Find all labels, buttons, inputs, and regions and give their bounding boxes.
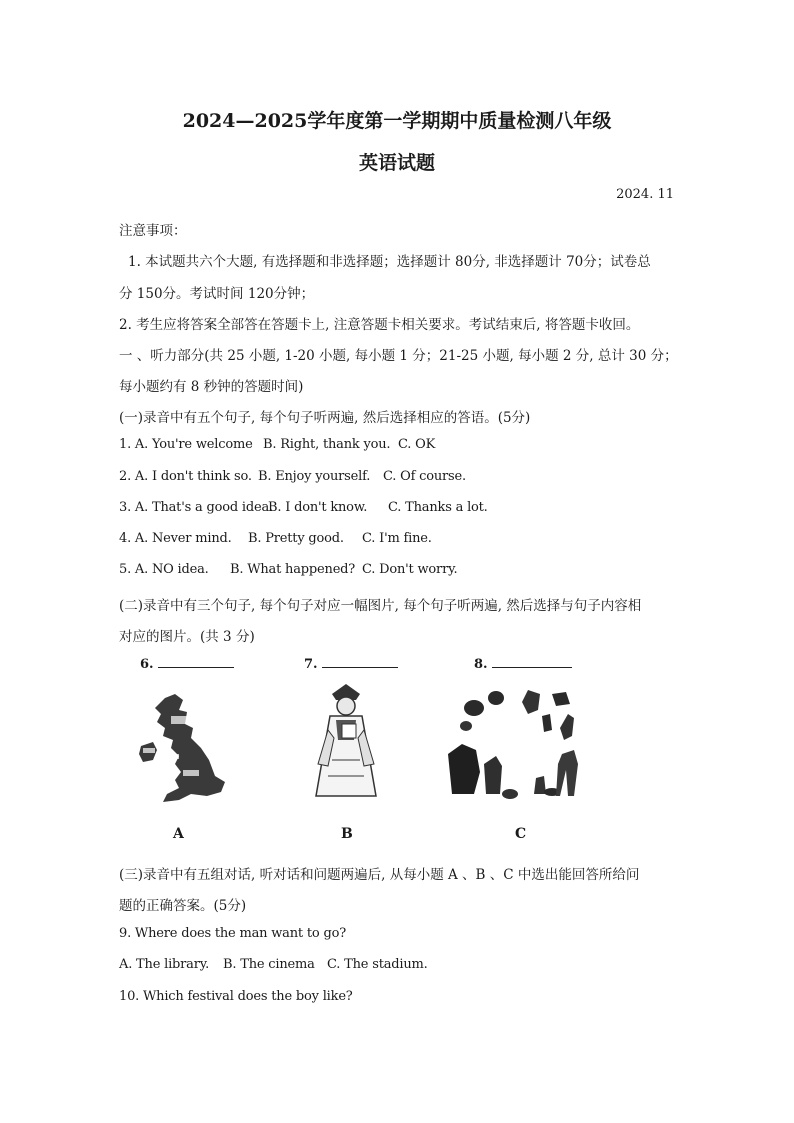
page-subtitle: 英语试题 bbox=[358, 152, 435, 174]
q5-option-a: 5. A. NO idea. bbox=[119, 562, 209, 577]
q1-option-b: B. Right, thank you. bbox=[263, 437, 391, 452]
page-title: 2024—2025学年度第一学期期中质量检测八年级 bbox=[182, 110, 612, 132]
q2-option-a: 2. A. I don't think so. bbox=[119, 469, 252, 484]
notes-line-1: 1. 本试题共六个大题, 有选择题和非选择题；选择题计 80分, 非选择题计 70分；试卷总 bbox=[128, 254, 651, 270]
exam-date: 2024. 11 bbox=[616, 187, 674, 202]
picture-label-b: B bbox=[341, 826, 353, 842]
notes-heading: 注意事项： bbox=[119, 223, 187, 239]
q9-question: 9. Where does the man want to go? bbox=[119, 926, 346, 941]
q2-option-c: C. Of course. bbox=[383, 469, 466, 484]
blank-number-6: 6. bbox=[140, 657, 154, 672]
blank-number-8: 8. bbox=[474, 657, 488, 672]
q9-option-c: C. The stadium. bbox=[327, 957, 428, 972]
uk-map-icon bbox=[135, 690, 235, 808]
opera-performer-icon bbox=[306, 680, 386, 802]
q1-option-c: C. OK bbox=[398, 437, 436, 452]
q2-option-b: B. Enjoy yourself. bbox=[258, 469, 371, 484]
q3-option-b: B. I don't know. bbox=[268, 500, 368, 515]
section1-heading-cont: 每小题约有 8 秒钟的答题时间) bbox=[119, 379, 304, 395]
picture-label-a: A bbox=[173, 826, 184, 842]
part1-intro: (一)录音中有五个句子, 每个句子听两遍, 然后选择相应的答语。(5分) bbox=[119, 410, 531, 426]
q4-option-b: B. Pretty good. bbox=[248, 531, 344, 546]
q3-option-a: 3. A. That's a good idea. bbox=[119, 500, 273, 515]
q4-option-c: C. I'm fine. bbox=[362, 531, 432, 546]
part3-intro: (三)录音中有五组对话, 听对话和问题两遍后, 从每小题 A 、B 、C 中选出能回答所给问 bbox=[119, 867, 640, 883]
section1-heading: 一 、听力部分(共 25 小题, 1-20 小题, 每小题 1 分；21-25 小题, 每小题 2 分, 总计 30 分； bbox=[119, 348, 678, 364]
q9-option-a: A. The library. bbox=[119, 957, 210, 972]
q4-option-a: 4. A. Never mind. bbox=[119, 531, 232, 546]
answer-blank-7 bbox=[304, 657, 398, 672]
answer-blank-6 bbox=[140, 657, 234, 672]
q1-option-a: 1. A. You're welcome bbox=[119, 437, 253, 452]
part3-intro-cont: 题的正确答案。(5分) bbox=[119, 898, 247, 914]
blank-number-7: 7. bbox=[304, 657, 318, 672]
answer-blank-8 bbox=[474, 657, 572, 672]
q5-option-c: C. Don't worry. bbox=[362, 562, 458, 577]
q3-option-c: C. Thanks a lot. bbox=[388, 500, 488, 515]
part2-intro-cont: 对应的图片。(共 3 分) bbox=[119, 629, 255, 645]
q10-question: 10. Which festival does the boy like? bbox=[119, 989, 353, 1004]
part2-intro: (二)录音中有三个句子, 每个句子对应一幅图片, 每个句子听两遍, 然后选择与句子内容相 bbox=[119, 598, 642, 614]
picture-label-c: C bbox=[515, 826, 527, 842]
animals-group-icon bbox=[448, 684, 588, 804]
notes-line-2: 2. 考生应将答案全部答在答题卡上, 注意答题卡相关要求。考试结束后, 将答题卡收回。 bbox=[119, 317, 640, 333]
q9-option-b: B. The cinema bbox=[223, 957, 315, 972]
notes-line-1b: 分 150分。考试时间 120分钟； bbox=[119, 286, 315, 302]
q5-option-b: B. What happened? bbox=[230, 562, 356, 577]
